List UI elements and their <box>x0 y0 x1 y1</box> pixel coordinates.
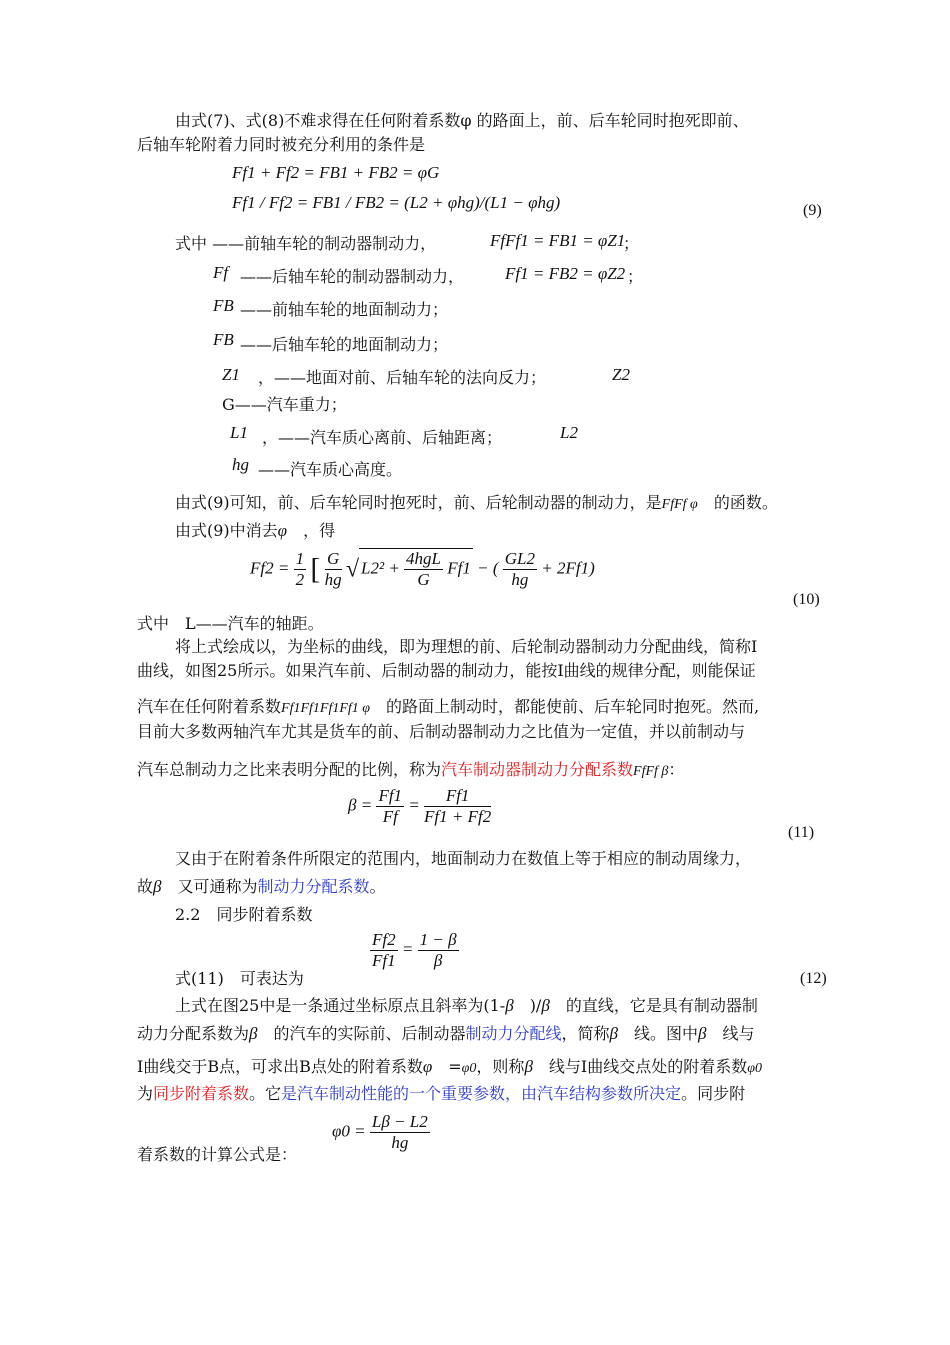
eq10-gl-over-hg: $\frac{GL2}{hg}$ <box>504 549 535 589</box>
para2-line1 <box>175 492 778 516</box>
para3-line2: 曲线，如图25所示。如果汽车前、后制动器的制动力，能按I曲线的规律分配，则能保证 <box>137 661 756 680</box>
para5-line3: I曲线交于B点，可求出B点处的附着系数φ =φ0，则称β 线与I曲线交点处的附着系数φ0 <box>137 1057 762 1076</box>
def5-symbol: Z1 <box>222 365 240 384</box>
para5-line5: 着系数的计算公式是： <box>137 1145 298 1164</box>
eq10-half: $\frac{1}{2}$ <box>295 549 305 589</box>
para2-line2-b: ，得 <box>303 521 336 540</box>
eq10-number: (10) <box>793 591 820 608</box>
def5-symbol2: Z2 <box>612 365 630 384</box>
eq9-row1: Ff1 + Ff2 = FB1 + FB2 = φG <box>232 163 440 182</box>
def1-tail: ； <box>623 234 640 253</box>
def4-symbol: FB <box>213 330 234 349</box>
def7-symbol2: L2 <box>560 423 578 442</box>
term-force-distribution-coefficient: 制动力分配系数 <box>257 877 370 896</box>
def4-text: ——后轴车轮的地面制动力； <box>240 335 449 354</box>
para2-line2-math: φ <box>277 521 288 540</box>
eq10-sqrt: L2² + $\frac{\text{4hgL}}{G}$ Ff1 <box>361 549 471 589</box>
para3-line3: 汽车在任何附着系数Ff1Ff1Ff1Ff1 φ 的路面上制动时，都能使前、后车轮同时抱死。然而, <box>137 697 760 716</box>
para4-line1: 又由于在附着条件所限定的范围内，地面制动力在数值上等于相应的制动周缘力， <box>175 849 752 868</box>
eq10-lhs: Ff2 = <box>250 558 290 578</box>
eq11: β = $\frac{Ff1}{Ff}$ = $\frac{Ff1}{Ff1 + Ff2}$ <box>348 786 492 826</box>
def3-text: ——前轴车轮的地面制动力； <box>240 300 449 319</box>
def7-text: ，——汽车质心离前、后轴距离； <box>262 428 503 447</box>
para4-line2: 故β 又可通称为制动力分配系数。 <box>137 877 386 896</box>
eq9-number: (9) <box>803 202 822 219</box>
term-distribution-line: 制动力分配线 <box>465 1024 562 1043</box>
eq9-row2: Ff1 / Ff2 = FB1 / FB2 = (L2 + φhg)/(L1 − φhg) <box>232 193 561 212</box>
para3-line1: 将上式绘成以，为坐标的曲线，即为理想的前、后轮制动器制动力分配曲线，简称I <box>175 637 758 656</box>
para2-line2-a: 由式(9)中消去 <box>175 521 278 540</box>
term-brake-distribution-coefficient: 汽车制动器制动力分配系数 <box>441 760 634 779</box>
eq12-prefix: 式(11) 可表达为 <box>175 969 304 988</box>
def1-math: FfFf1 = FB1 = φZ1 <box>490 231 626 250</box>
def7-symbol: L1 <box>230 423 248 442</box>
para5-line2: 动力分配系数为β 的汽车的实际前、后制动器制动力分配线，简称β 线。图中β 线与 <box>137 1024 755 1043</box>
def2-math: Ff1 = FB2 = φZ2 <box>505 264 626 283</box>
def8-text: ——汽车质心高度。 <box>258 460 403 479</box>
phi0-formula: φ0 = $\frac{L\beta - L2}{hg}$ <box>332 1112 428 1152</box>
para5-line1: 上式在图25中是一条通过坐标原点且斜率为(1-β )/β 的直线，它是具有制动器制 <box>175 996 758 1015</box>
def6-text: G——汽车重力； <box>222 395 347 414</box>
def3-symbol: FB <box>213 296 234 315</box>
para3-line5: 汽车总制动力之比来表明分配的比例，称为汽车制动器制动力分配系数FfFf β： <box>137 760 685 779</box>
term-synchronous-adhesion-coefficient: 同步附着系数 <box>153 1084 250 1103</box>
def8-symbol: hg <box>232 455 249 474</box>
eq12-number: (12) <box>800 970 827 987</box>
para2-line1-math: FfFf φ <box>661 497 698 512</box>
eq10-g-over-hg: $\frac{G}{hg}$ <box>324 549 342 589</box>
para5-line4: 为同步附着系数。它是汽车制动性能的一个重要参数，由汽车结构参数所决定。同步附 <box>137 1084 746 1103</box>
section-heading: 2.2 同步附着系数 <box>175 905 313 924</box>
def2-symbol: Ff <box>213 263 229 282</box>
def5-text: ，——地面对前、后轴车轮的法向反力； <box>258 368 547 387</box>
eq11-number: (11) <box>788 824 815 841</box>
para1-line1: 由式(7)、式(8)不难求得在任何附着系数φ 的路面上，前、后车轮同时抱死即前、 <box>175 111 749 130</box>
term-important-parameter: 是汽车制动性能的一个重要参数，由汽车结构参数所决定 <box>281 1084 682 1103</box>
def2-text: ——后轴车轮的制动器制动力， <box>240 267 465 286</box>
eq10: Ff2 = $\frac{1}{2}$ [ $\frac{G}{hg}$ √ L2² + $\frac{\text{4hgL}}{G}$ Ff1 − ( $\frac{GL2}{hg}$ + 2Ff1) <box>250 549 595 589</box>
para1-line2: 后轴车轮附着力同时被充分利用的条件是 <box>137 135 426 154</box>
def2-tail: ； <box>627 267 644 286</box>
para2-line1-a: 由式(9)可知，前、后车轮同时抱死时，前、后轮制动器的制动力，是 <box>175 493 662 512</box>
eq12-formula: $\frac{Ff2}{Ff1}$ = $\frac{1 - \beta}{\beta}$ <box>372 930 457 970</box>
para2-line1-b: 的函数。 <box>713 493 778 512</box>
para3-line4: 目前大多数两轴汽车尤其是货车的前、后制动器制动力之比值为一定值，并以前制动与 <box>137 722 746 741</box>
def1-text: 式中 ——前轴车轮的制动器制动力， <box>175 234 437 253</box>
para2-line2 <box>175 520 335 542</box>
def-L: 式中 L——汽车的轴距。 <box>137 614 324 633</box>
